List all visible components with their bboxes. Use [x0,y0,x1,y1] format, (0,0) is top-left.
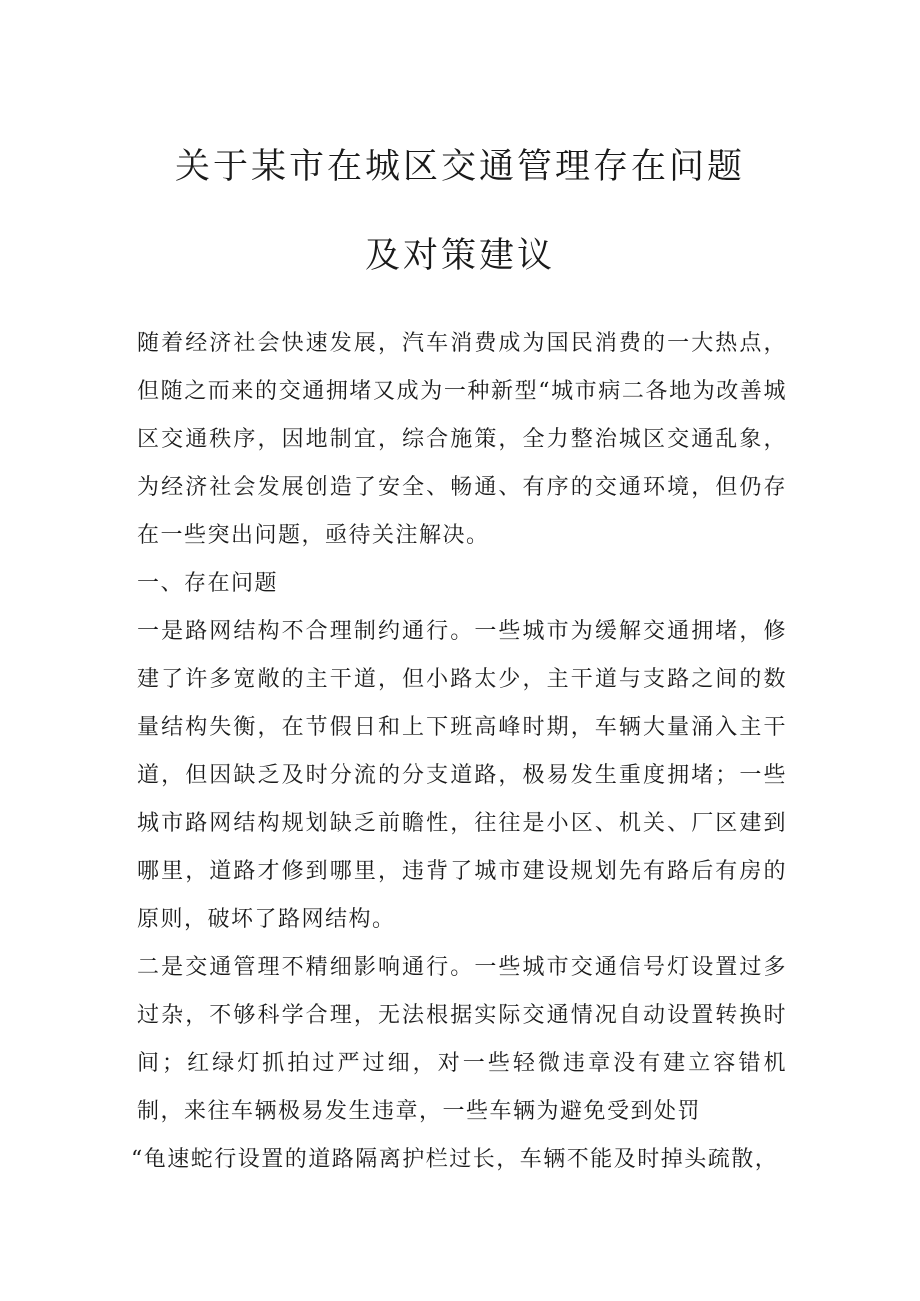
paragraph-traffic-management: 二是交通管理不精细影响通行。一些城市交通信号灯设置过多过杂，不够科学合理，无法根据实际交通情况自动设置转换时间；红绿灯抓拍过严过细，对一些轻微违章没有建立容错机制，来往车辆极易发生违章，一些车辆为避免受到处罚 [137,955,787,1124]
document-title-line-1: 关于某市在城区交通管理存在问题 [174,147,745,187]
document-body [131,320,787,1184]
section-heading-problems: 一、存在问题 [137,571,279,596]
paragraph-continuation: “龟速蛇行设置的道路隔离护栏过长，车辆不能及时掉头疏散， [131,1147,779,1172]
paragraph-road-network: 一是路网结构不合理制约通行。一些城市为缓解交通拥堵，修建了许多宽敞的主干道，但小路太少，主干道与支路之间的数量结构失衡，在节假日和上下班高峰时期，车辆大量涌入主干道，但因缺乏及时分流的分支道路，极易发生重度拥堵；一些城市路网结构规划缺乏前瞻性，往往是小区、机关、厂区建到哪里，道路才修到哪里，违背了城市建设规划先有路后有房的原则，破坏了路网结构。 [137,619,787,932]
intro-paragraph: 随着经济社会快速发展，汽车消费成为国民消费的一大热点，但随之而来的交通拥堵又成为一种新型“城市病二各地为改善城区交通秩序，因地制宜，综合施策，全力整治城区交通乱象，为经济社会发展创造了安全、畅通、有序的交通环境，但仍存在一些突出问题，亟待关注解决。 [137,331,787,548]
document-title-line-2: 及对策建议 [364,236,555,276]
